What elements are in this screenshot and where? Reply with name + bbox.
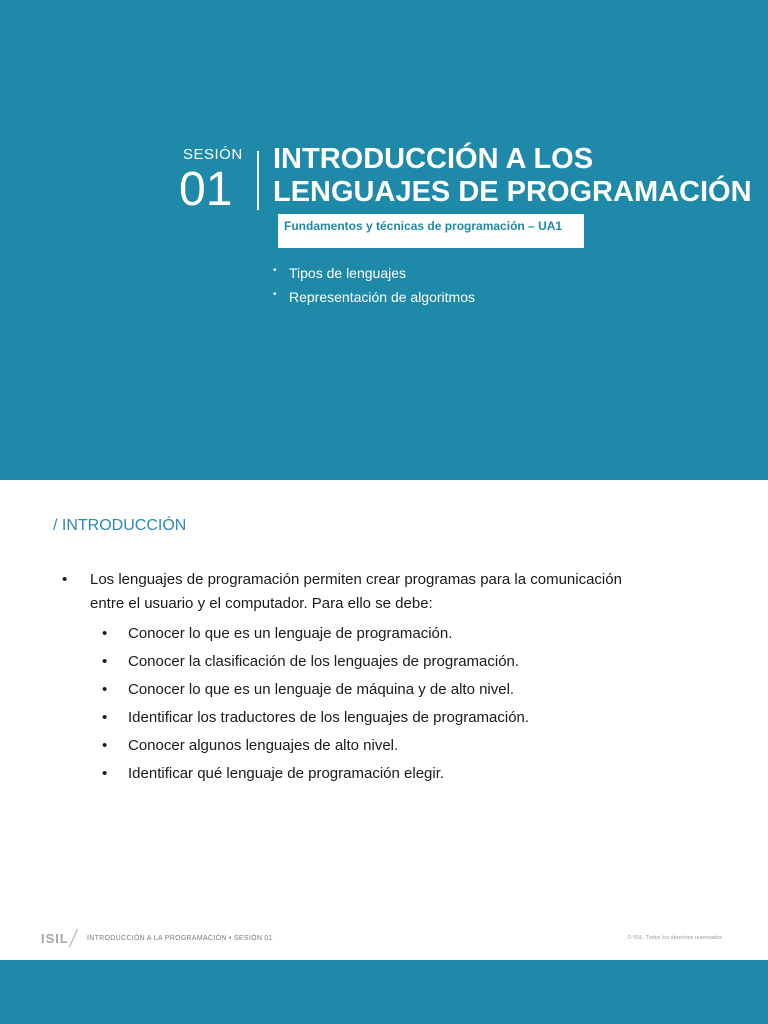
list-item-text: Conocer lo que es un lenguaje de máquina y de alto nivel. bbox=[128, 681, 515, 698]
section-content bbox=[62, 568, 702, 788]
session-number: 01 bbox=[179, 163, 233, 216]
section-heading: / INTRODUCCIÓN bbox=[53, 517, 187, 534]
bullet-icon: • bbox=[102, 681, 108, 698]
bullet-icon: • bbox=[273, 265, 277, 276]
bullet-icon: • bbox=[62, 571, 68, 588]
title-divider bbox=[257, 151, 259, 210]
page-title bbox=[273, 143, 752, 209]
list-item-text: Conocer la clasificación de los lenguajes de programación. bbox=[128, 653, 520, 670]
logo-text: ISIL bbox=[41, 930, 69, 946]
topic-label: Tipos de lenguajes bbox=[289, 265, 407, 281]
bullet-icon: • bbox=[102, 709, 108, 726]
footer-copyright: © ISIL. Todos los derechos reservados bbox=[627, 935, 722, 941]
title-line-1: INTRODUCCIÓN A LOS bbox=[273, 143, 594, 175]
topics-list bbox=[273, 261, 475, 309]
list-item-text: Identificar los traductores de los lenguajes de programación. bbox=[128, 709, 530, 726]
list-item bbox=[62, 704, 702, 732]
list-item-text: Conocer lo que es un lenguaje de programación. bbox=[128, 625, 453, 642]
list-item bbox=[62, 676, 702, 704]
bullet-icon: • bbox=[102, 765, 108, 782]
session-label: SESIÓN bbox=[183, 146, 243, 163]
footer-course-text: INTRODUCCIÓN A LA PROGRAMACIÓN • SESIÓN 01 bbox=[87, 935, 273, 942]
bullet-icon: • bbox=[102, 737, 108, 754]
title-line-2: LENGUAJES DE PROGRAMACIÓN bbox=[273, 176, 752, 208]
list-item bbox=[62, 648, 702, 676]
list-item-text: Identificar qué lenguaje de programación elegir. bbox=[128, 765, 445, 782]
topic-label: Representación de algoritmos bbox=[289, 289, 475, 305]
subtitle-box bbox=[278, 214, 584, 248]
topic-item bbox=[273, 285, 475, 309]
bullet-icon: • bbox=[273, 289, 277, 300]
logo-slash-icon bbox=[69, 929, 78, 948]
list-item bbox=[62, 760, 702, 788]
bullet-icon: • bbox=[102, 625, 108, 642]
objectives-list bbox=[62, 620, 702, 788]
intro-paragraph bbox=[62, 568, 702, 616]
bullet-icon: • bbox=[102, 653, 108, 670]
list-item bbox=[62, 620, 702, 648]
list-item-text: Conocer algunos lenguajes de alto nivel. bbox=[128, 737, 399, 754]
course-subtitle: Fundamentos y técnicas de programación – UA1 bbox=[284, 219, 563, 233]
topic-item bbox=[273, 261, 475, 285]
intro-text: Los lenguajes de programación permiten crear programas para la comunicación entre el usuario y el computador. Para ello se debe: bbox=[90, 571, 622, 612]
bottom-band bbox=[0, 960, 768, 1024]
isil-logo bbox=[41, 928, 74, 948]
list-item bbox=[62, 732, 702, 760]
